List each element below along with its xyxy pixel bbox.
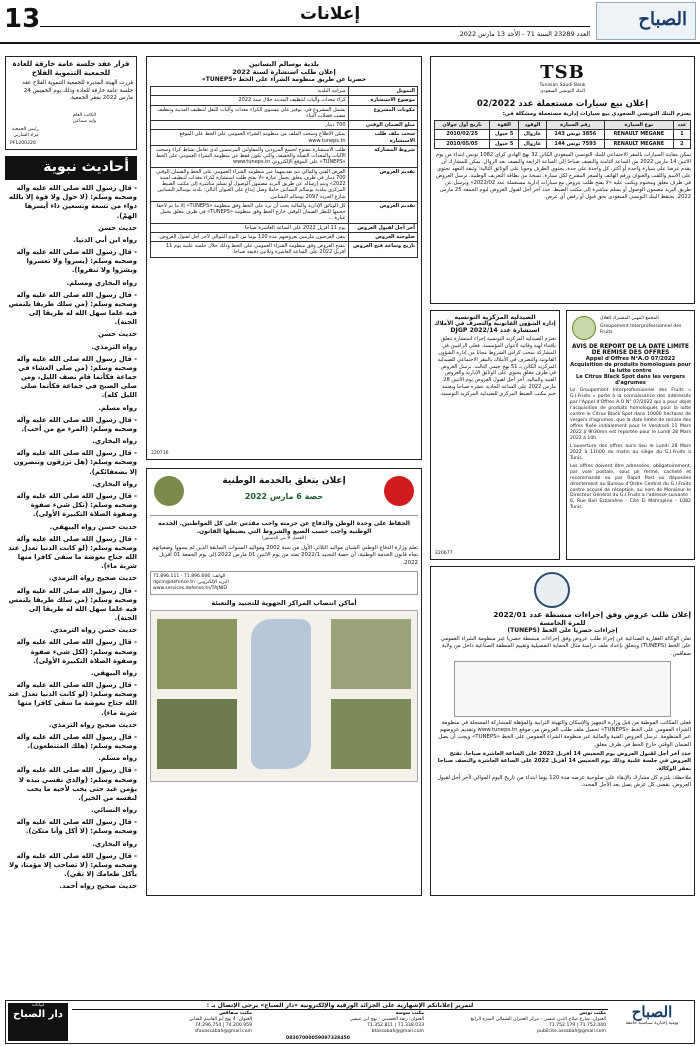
table-cell: 2 (673, 139, 690, 148)
table-cell: غازوال (519, 139, 547, 148)
afi-logo (434, 570, 691, 610)
pharmacie-body: تعتزم الصيدلية المركزية التونسية إجراء استشارة تتعلق بإقتناء لهنة وقائية لأعوان المؤسسة. فعلى الراغبين في المشاركة سحب كراس الشروط مجانا من إدارة الشؤون القانونية والتصرف في الأملاك بالمقر الاجتماعي للصيدلية المركزية الكائن بـ 51 نهج جيمي الثالث. ترسل العروض في ظرف مغلق يحتوي على الوثائق الإدارية والعروض الفنية والمالية. آخر أجل لقبول العروض يوم الاثنين 28 مارس 2022 على الساعة الحادية عشرة صباحا ويعتمد ختم مكتب الضبط المركزي للصيدلية المركزية التونسية. (437, 336, 556, 397)
afi-body: تعلن الوكالة العقارية الصناعية عن إجراء طلب عروض وفق إجراءات مبسطة حصريا عبر منظومة الشراء العمومي على الخط (TUNEPS) ويتعلق بإعداد ملف دراسة مثال الحماية التفصيلية وتقييم المنطقة الصناعية داخل من ولاية صفاقس. (440, 636, 691, 657)
footer-office-sfax (72, 1011, 252, 1035)
footer-office-label: مكتب تونس (579, 1011, 606, 1016)
hadith-item: - قال رسول الله صلى الله عليه وآله وصحبه وسلم: (يسروا ولا تعسروا وبشروا ولا تنفروا). (16, 248, 137, 275)
footer-office-addr: العنوان: شارع صلاح الدين عيسى - مركز العمران الشمالي المنزه الرابع (470, 1016, 606, 1022)
footer-brand-right (612, 1003, 692, 1041)
footer-phone-1: 71.752.179 (548, 1022, 576, 1028)
table-cell: 1 (673, 130, 690, 139)
header-rule (40, 26, 590, 27)
table-cell: 3856 تونس 143 (546, 130, 604, 139)
recruit-note: (الفصل 9 من الدستور) (261, 536, 307, 542)
tsb-ad (430, 56, 695, 304)
footer-phone-3: 71.352.811 (366, 1022, 394, 1028)
recruit-header: إعلان يتعلق بالخدمة الوطنية (222, 476, 346, 486)
fruits-ad (566, 310, 695, 560)
hadith-item: رواه البخاري ومسلم. (66, 278, 137, 287)
table-row (151, 130, 418, 146)
recruit-lead: الحفاظ على وحدة الوطن والدفاع عن حرمته واجب مقدس على كل المواطنين. الخدمة الوطنية واجب حسب الصيغ والشروط التي يضبطها القانون. (158, 520, 410, 536)
column-header: تاريخ أول جولان (435, 121, 490, 130)
tunisia-flag-icon (384, 476, 414, 506)
tsb-bank-en: Tunisian Saudi Bank (539, 83, 586, 88)
row-label: مبلغ الضمان الوقتي (348, 121, 417, 130)
footer-phones-tunis: 71.752.179 | 71.752.440 (548, 1022, 606, 1028)
hadith-heading-text: أحاديث نبوية (43, 159, 129, 175)
tsb-bank-ar: البنك التونسي السعودي (540, 88, 585, 94)
footer-sousse-label: مكتب سوسة (395, 1011, 424, 1016)
recruit-ad (146, 468, 422, 896)
photo-soldiers-4 (331, 699, 411, 769)
row-value: ميزانية البلدية (151, 87, 349, 96)
hadith-item: رواه ابن أبي الدنيا. (73, 235, 137, 244)
left-notice-title: قرار عقد جلسة عامة خارقة للعادة للجمعية التنموية الفلاح (12, 60, 130, 78)
hadith-item: - قال رسول الله صلى الله عليه وآله وصحبه وسلم: (لا تصاحب إلا مؤمنا، ولا يأكل طعامك إلا تقي). (9, 851, 137, 879)
row-value: يمكن الاطلاع وسحب الملف من منظومة الشراء العمومي على الخط على الموقع www.tuneps.tn (151, 130, 349, 146)
hadith-item: - قال رسول الله صلى الله عليه وآله وصحبه وسلم: (والذي نفسي بيده لا يؤمن عبد حتى يحب لأخيه ما يحب لنفسه من الخير). (16, 766, 137, 802)
section-title: إعلانات (300, 4, 361, 24)
recruit-map-title: أماكن انتصاب المراكز الجهوية للتجنيد والتعبئة (211, 598, 357, 607)
hadith-item: - قال رسول الله صلى الله عليه وآله وصحبه وسلم: (هل ترزقون وتنصرون إلا بضعفائكم). (13, 449, 137, 476)
page-number-box (2, 2, 40, 40)
hadith-item: حديث صحيح رواه الترمذي. (48, 720, 137, 729)
hadith-item: حديث حسن (98, 330, 137, 339)
brand-name: الصباح (638, 9, 687, 30)
table-row (151, 121, 418, 130)
hadith-item: رواه البخاري. (92, 479, 137, 488)
footer-phone-6: 74.200.959 (225, 1022, 252, 1028)
fruits-gi-ar: المجمع المهني المشترك للغلال (600, 316, 659, 321)
afi-notes: ملاحظة: يلتزم كل مشارك بالإبقاء على صلوحية عرضه مدة 120 يوما ابتداء من تاريخ اليوم الموالي لآخر أجل لقبول العروض. يقصى كل عرض يصل بعد الأجل المحدد. (437, 774, 691, 789)
column-header: رقم السيارة (546, 121, 604, 130)
afi-sub2: إجراءات حصريا على الخط (TUNEPS) (507, 627, 618, 634)
hadith-item: - قال رسول الله صلى الله عليه وآله وصحبه وسلم: (لو كانت الدنيا تعدل عند الله جناح بعوضة ما سقى كافرا منها شربة ماء). (8, 681, 137, 717)
sig-president-role: رئيس الجمعية (12, 127, 39, 133)
row-label: آخر أجل لقبول العروض (348, 223, 417, 232)
tsb-logo-text: TSB (540, 62, 585, 83)
recruit-map-area (150, 610, 418, 782)
pharmacie-title: استشارة عدد 2022/14 DJGP (450, 327, 540, 334)
pharmacie-org2: إدارة الشؤون القانونية والتصرف في الأملاك (434, 321, 556, 327)
hadith-item: رواه البخاري. (92, 437, 137, 446)
footer-email-1: publicite.assabah@gmail.com (537, 1028, 606, 1034)
sig-secretary-name: وليد صماعي (72, 119, 96, 125)
fruits-header (570, 314, 691, 344)
afi-logo-icon (534, 572, 570, 608)
hadith-heading (5, 156, 137, 180)
hadith-item: رواه النسائي. (91, 806, 137, 815)
hadith-item: - قال رسول الله صلى الله عليه وآله وصحبه وسلم: (لكل شيء صفوة وصفوة الصلاة التكبيرة الأولى). (16, 638, 137, 665)
table-cell: غازوال (519, 130, 547, 139)
afi-sub: للمرة الخامسة (539, 619, 586, 627)
footer-brand-right-name: الصباح (631, 1003, 673, 1021)
hadith-item: - قال رسول الله صلى الله عليه وآله وصحبه وسلم: (تكل شيء صفوة وصفوة الصلاة التكبيرة الأولى). (16, 491, 137, 519)
pharmacie-org1: الصيدلية المركزية التونسية (454, 314, 536, 321)
table-cell: 2010/05/05 (435, 139, 490, 148)
bousalem-ref: 220716 (151, 451, 169, 457)
bousalem-ad (146, 56, 422, 460)
row-value: كراء معدات وآليات لتنظيف المدينة خلال سنة 2022 (151, 96, 349, 105)
table-row (151, 145, 418, 167)
fruits-body2: L'ouverture des offres aura lieu le Lundi 28 Mars 2022 à 11h00 du matin au siège du G.I.Fruits à Tunis. (570, 443, 691, 461)
table-cell: RENAULT MEGANE (604, 139, 673, 148)
bousalem-subtitle: حصريا عن طريق منظومة الشراء على الخط «TUNEPS» (201, 76, 367, 83)
table-row (151, 96, 418, 105)
hadith-item: رواه مسلم. (98, 403, 137, 412)
left-notice (5, 56, 137, 150)
footer-brand-left-name: دار الصباح (13, 1008, 63, 1020)
recruit-email: dgcm@defense.tn :البريد الإلكتروني (153, 580, 229, 586)
hadith-list (5, 184, 137, 896)
fruits-body3: Les offres doivent être adressées, obligatoirement, par voie postale, sous pli fermé, cacheté et recommandé ou par Rapid Post ou déposées directement au Bureau d'Ordre Central du G.I.Fruits contre accusé de réception, au nom de Monsieur le Directeur Général du G.I.Fruits à l'adresse suivante : 6, Rue Baïl Ezzamène - Cité El Mahrajène - 1082 Tunis. (570, 463, 691, 511)
hadith-item: رواه البخاري. (92, 839, 137, 848)
photo-soldiers-2 (157, 699, 237, 769)
hadith-item: - قال رسول الله صلى الله عليه وآله وصحبه وسلم: (من صلى العشاء في جماعة فكأنما قام نصف الليل، ومن صلى الصبح في جماعة فكأنما صلى الليل كله). (16, 354, 137, 400)
row-value: العرض الفني والمالي يتم تقديمهما عبر منظومة الشراء العمومي على الخط والضمان الوقتي 700 دينار في ظرف مغلق يحمل عبارة «لا يفتح طلب استشارة لكراء معدات لتنظيف لسنة 2022» ويتم إرساله عن طريق البريد مضمون الوصول أو يسلم مباشرة إلى مكتب الضبط المركزي ببلدية بوسالم البساتين حاملا وصل إيداع على العنوان التالي: بلدية بوسالم البساتين شارع الحرية 2097 بوسالم البساتين. (151, 167, 349, 201)
footer-phone-2: 71.752.440 (579, 1022, 606, 1028)
afi-body3: حدد آخر أجل لقبول العروض يوم الخميس 14 أفريل 2022 على الساعة العاشرة صباحا. تفتح العروض في جلسة علنية وذلك يوم الخميس 14 أفريل 2022 على الساعة العاشرة والنصف صباحا بمقر الوكالة. (437, 751, 691, 772)
hadith-item: - قال رسول الله صلى الله عليه وآله وصحبه وسلم: (من سلك طريقا يلتمس فيه علما سهل الله له طريقا إلى الجنة). (8, 290, 137, 327)
row-value: تنفتح العروض وفق منظومة الشراء العمومي على الخط وذلك خلال جلسة علنية يوم 11 أفريل 2022 على الساعة العاشرة وثلاثين دقيقة صباحا. (151, 242, 349, 258)
column-header: القوة (490, 121, 519, 130)
hadith-item: - قال رسول الله صلى الله عليه وآله وصحبه وسلم: (لا حول ولا قوة إلا بالله دواء من تسعة وتسعين داء أيسرها الهمّ). (8, 184, 137, 220)
table-row (151, 105, 418, 121)
table-cell: 2010/02/25 (435, 130, 490, 139)
hadith-item: حديث حسن رواه الترمذي. (50, 626, 137, 635)
footer-sfax-addr: العنوان: 4 نهج أبو القاسم الشابي (189, 1016, 252, 1022)
row-value: يشمل المشروع في: توفير على مستوى الكراء معدات وآليات للنقل لتنظيف المدينة وتنظيف مصب فضلات البناء (151, 105, 349, 121)
afi-body2: فعلى المكاتب الموطنة من قبل وزارة التجهيز والإسكان والتهيئة الترابية والمؤهلة للمشاركة المسجلة في منظومة الشراء العمومي على الخط «TUNEPS» تحميل ملف طلب العروض من موقع www.tuneps.tn وتقديم عروضهم عبر المنظومة. ترسل العروض الفنية والمالية عبر منظومة الشراء العمومي على الخط «TUNEPS» ويجب أن يصل الضمان الوقتي خارج الخط في ظرف مغلق. (438, 719, 691, 748)
tsb-title: إعلان بيع سيارات مستعملة عدد 02/2022 (476, 98, 649, 109)
footer-phones-sfax: 74.296.754 | 74.200.959 (194, 1022, 252, 1028)
photo-soldiers-1 (157, 619, 237, 689)
row-label: تقديم العروض (348, 201, 417, 223)
table-cell: 5 خيول (490, 130, 519, 139)
row-label: تاريخ وساعة فتح العروض (348, 242, 417, 258)
footer (5, 1000, 695, 1044)
footer-phone-4: 71.338.033 (397, 1022, 424, 1028)
gifruits-logo-icon (572, 316, 596, 340)
brand-logo (596, 2, 696, 40)
table-cell: 7593 تونس 144 (546, 139, 604, 148)
recruit-phone: الهاتف: 71.896.666 - 71.896.111 (153, 574, 226, 580)
hadith-item: - قال رسول الله صلى الله عليه وآله وصحبه وسلم: (لو كانت الدنيا تعدل عند الله جناح بعوضة ما سقى كافرا منها شربة ماء). (8, 534, 137, 571)
fruits-body1: Le Groupement Interprofessionnel des Fruits « G.I.Fruits » porte à la connaissance des intéressés par l'Appel d'Offres A.O N° 07/2022 qui a pour objet l'acquisition de produits homologués pour la lutte contre le Citrus Black Spot dans 10000 hectares de vergers d'agrumes, que la date limite de remise des offres fixée initialement pour le Vendredi 11 Mars 2022 à 9h30mn est reportée pour le Lundi 28 Mars 2022 à 10h. (570, 388, 691, 441)
tunisia-map-image (251, 619, 311, 769)
hadith-item: حديث صحيح رواه الترمذي. (48, 574, 137, 583)
footer-phones-sousse: 71.352.811 | 71.338.033 (366, 1022, 424, 1028)
tsb-logo (434, 62, 691, 83)
row-label: مكونات المشروع (348, 105, 417, 121)
sig-secretary-role: الكاتب العام (73, 113, 96, 119)
issue-info: العدد 23289 السنة 71 - الأحد 13 مارس 2022 (459, 30, 590, 38)
recruit-site: www.services.defense.tn/TAJNID (153, 585, 227, 591)
table-row (435, 130, 691, 139)
photo-soldiers-3 (331, 619, 411, 689)
fruits-sub3: Le Citrus Black Spot dans les vergers d'agrumes (575, 374, 686, 386)
hadith-item: رواه الترمذي. (91, 342, 137, 351)
footer-phone-5: 74.296.754 (194, 1022, 222, 1028)
page-number: 13 (4, 4, 41, 34)
footer-sfax-label: مكتب صفاقس (219, 1011, 252, 1016)
hadith-item: - قال رسول الله صلى الله عليه وآله وصحبه وسلم: (لا أكل وأنا متكئ). (16, 818, 137, 836)
army-emblem-icon (154, 476, 184, 506)
table-cell: 5 خيول (490, 139, 519, 148)
table-row (151, 167, 418, 201)
fruits-title: AVIS DE REPORT DE LA DATE LIMITE DE REMISE DES OFFRES (572, 344, 689, 356)
row-value: يوم 11 أفريل 2022 على الساعة العاشرة صباحا (151, 223, 349, 232)
table-header-row (435, 121, 691, 130)
bousalem-org: بلدية بوسالم البساتين (249, 60, 319, 68)
tsb-table (434, 120, 691, 149)
row-value: يبقى العرضون ملزمين بعروضهم مدة 120 يوما من اليوم الموالي لآخر أجل لقبول العروض. (151, 232, 349, 241)
row-value: 700 دينار (151, 121, 349, 130)
sig-president-name: مراد الشارني (13, 133, 39, 139)
recruit-contacts (150, 571, 418, 595)
row-label: شروط المشاركة (348, 145, 417, 167)
row-label: تقديم العروض (348, 167, 417, 201)
bousalem-table (150, 86, 418, 258)
sig-secretary (73, 113, 96, 125)
footer-brand-right-sub: يومية إخبارية سياسية جامعة (625, 1021, 679, 1026)
hadith-item: رواه مسلم. (98, 754, 137, 763)
table-row (435, 139, 691, 148)
footer-brand-left-sub: لبيانات (31, 1003, 45, 1008)
hadith-item: - قال رسول الله صلى الله عليه وآله وصحبه وسلم: (من سلك طريقا يلتمس فيه علما سهل الله له طريقا إلى الجنة). (8, 586, 137, 623)
table-row (151, 242, 418, 258)
hadith-item: حديث حسن (98, 223, 137, 232)
footer-office-sousse (254, 1011, 424, 1035)
fruits-gi-fr: Groupement Interprofessionnel des Fruits (600, 324, 682, 335)
table-cell: RENAULT MEGANE (604, 130, 673, 139)
pharmacie-ref: 220677 (435, 551, 453, 557)
column-header: عدد (673, 121, 690, 130)
afi-ad (430, 566, 695, 896)
column-header: الوقود (519, 121, 547, 130)
recruit-banner (150, 472, 418, 516)
table-row (151, 201, 418, 223)
pharmacie-ad (430, 310, 560, 560)
footer-email-2: btassabah@gmail.com (371, 1028, 424, 1034)
hadith-item: حديث حسن رواه البيهقي. (49, 522, 137, 531)
row-label: صلوحية العروض (348, 232, 417, 241)
row-label: سحب ملف طلب الاستشارة (348, 130, 417, 146)
table-row (151, 223, 418, 232)
left-notice-body: قررت الهيئة المديرة للجمعية التنموية الفلاح عقد جلسة عامة خارقة للعادة وذلك يوم الخميس 24 مارس 2022 بمقر الجمعية. (22, 80, 133, 102)
sig-president (12, 127, 39, 139)
footer-banner: لتمرير إعلاناتكم الإشهارية على الجرائد الورقية والإلكترونية «دار الصباح» يرجى الإتصال بـ : (72, 1002, 608, 1010)
tsb-body: يمكن معاينة السيارات بالمقر الاجتماعي للبنك التونسي السعودي الكائن 32 نهج الهادي كراي 1082 تونس ابتداء من يوم الاثنين 14 مارس 2022 من الساعة الثامنة والنصف صباحا إلى الساعة الرابعة والنصف بعد الزوال. يمكن للمشارك أن يقدم عرضا على سيارة واحدة أو أكثر، كل واحدة على حدة. يحتوي الظرف وجوبا على الوثائق التالية: وثيقة التعهد تحتوي على الاسم واللقب والعنوان ورقم الهاتف والسعر المقترح لكل سيارة. نسخة من بطاقة التعريف الوطنية. ترسل العروض في ظرف مغلق ومختوم ويكتب عليه «لا يفتح طلب عروض بيع سيارات إدارية مستعملة عدد 2022/02» ويرسل عن طريق البريد مضمون الوصول أو يسلم مباشرة إلى مكتب الضبط. حدد آخر أجل لقبول العروض ليوم الجمعة 25 مارس 2022. يحتفظ البنك التونسي السعودي بحق قبول أو رفض أي عرض. (435, 151, 691, 201)
row-label: التمويل (348, 87, 417, 96)
hadith-item: - قال رسول الله صلى الله عليه وآله وصحبه وسلم: (المرء مع من أحب). (16, 415, 137, 433)
table-row (151, 232, 418, 241)
fruits-sub1: Appel d'Offres N°A.O 07/2022 (585, 356, 676, 362)
footer-rib: 08307000059097328450 (286, 1036, 350, 1042)
hadith-item: حديث صحيح رواه أحمد. (59, 882, 137, 891)
afi-scanned-form (454, 661, 671, 717)
fruits-sub2: Acquisition de produits homologués pour la lutte contre (570, 362, 691, 374)
row-value: طلب الاستشارة مفتوح لجميع المزودين والمقاولين المرسمين لدى تعامل نشاط كراء وسحب الآليات والمعدات الثقيلة والخفيفة، والتي تكون فقط عن منظومة الشراء العمومي على الخط «TUNEPS» على الموقع الإلكتروني www.tuneps.tn (151, 145, 349, 167)
page-header (0, 0, 700, 44)
table-row (151, 87, 418, 96)
footer-office-tunis (430, 1011, 606, 1035)
footer-sousse-addr: العنوان: زنقة الحسيني - نهج ابن عيسى (349, 1016, 424, 1022)
afi-title: إعلان طلب عروض وفق إجراءات مبسطة عدد 2022/01 (493, 610, 691, 619)
recruit-sub: حصة 6 مارس 2022 (244, 492, 324, 501)
bousalem-title: إعلان طلب استشارة لسنة 2022 (232, 68, 336, 76)
tsb-intro: يعتزم البنك التونسي السعودي بيع سيارات إدارية مستعملة ومشكلة في: (502, 110, 691, 117)
recruit-body: تعلم وزارة الدفاع الوطني الشبان مواليد الثلاثي الأول من سنة 2002 ومواليد السنوات السابقة الذين لم يسووا وضعياتهم تجاه قانون الخدمة الوطنية، أن حصة التجنيد 2022/1 تمتد من يوم الاثنين 01 مارس 2022 إلى يوم الجمعة 01 أفريل 2022. (152, 545, 418, 566)
left-notice-ref: PF1200226 (10, 141, 36, 147)
row-value: كل الوثائق الإدارية والمالية يجب أن ترد على الخط وفق منظومة «TUNEPS» إلا ما تم لاحقا حجمها للنظر الضمان الوقتي خارج الخط وفق منظومة «TUNEPS» في ظرف مغلق يحمل عبارة ... (151, 201, 349, 223)
hadith-item: - قال رسول الله صلى الله عليه وآله وصحبه وسلم: (هلك المتنطعون). (16, 732, 137, 751)
column-header: نوع السيارة (604, 121, 673, 130)
row-label: موضوع الاستشارة (348, 96, 417, 105)
footer-brand-left (8, 1003, 68, 1041)
footer-email-3: sfaxassabah@gmail.com (194, 1028, 252, 1034)
hadith-item: رواه البيهقي. (90, 668, 137, 677)
